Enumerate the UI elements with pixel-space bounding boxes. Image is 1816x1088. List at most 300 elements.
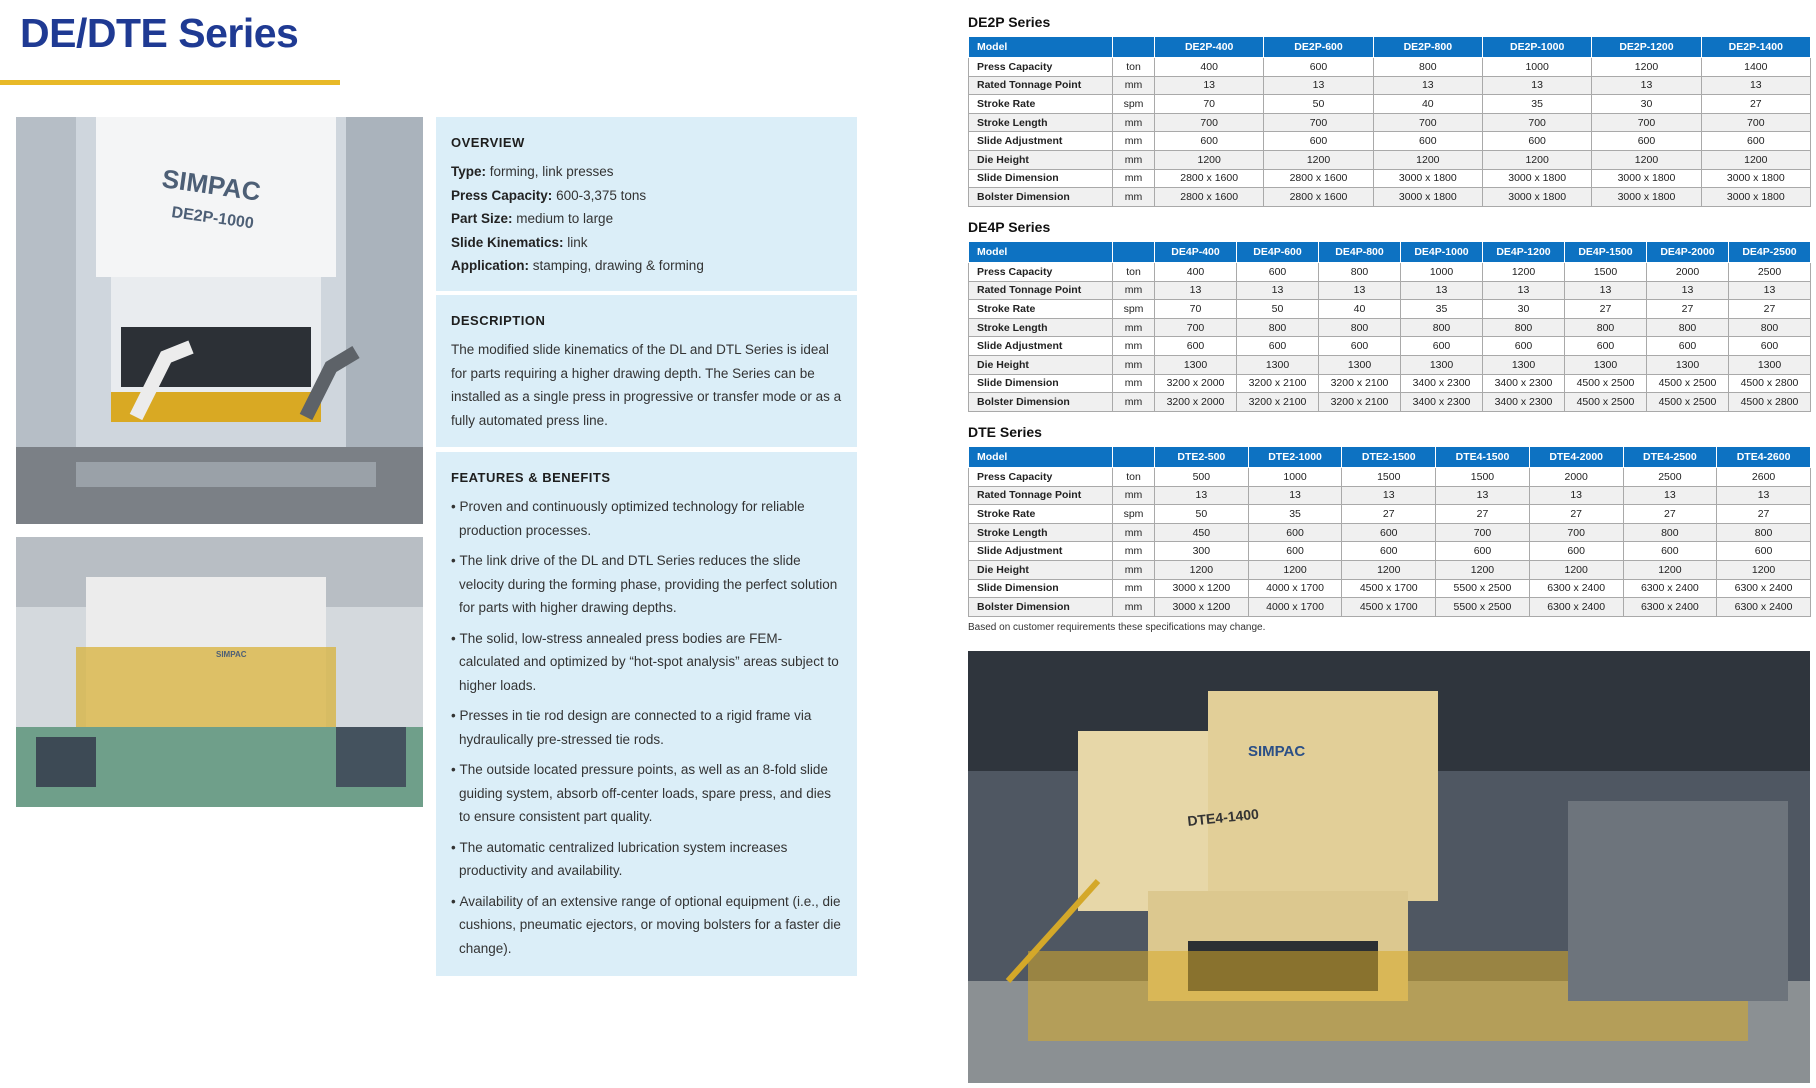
value-cell: 35 xyxy=(1248,505,1342,524)
value-cell: 3000 x 1800 xyxy=(1373,188,1482,207)
value-cell: 600 xyxy=(1401,337,1483,356)
unit-cell: mm xyxy=(1113,560,1155,579)
value-cell: 1000 xyxy=(1248,468,1342,487)
value-cell: 500 xyxy=(1155,468,1249,487)
value-cell: 600 xyxy=(1647,337,1729,356)
row-label: Stroke Rate xyxy=(969,300,1113,319)
value-cell: 27 xyxy=(1717,505,1811,524)
row-label: Slide Adjustment xyxy=(969,542,1113,561)
features-list xyxy=(451,495,842,960)
overview-heading: OVERVIEW xyxy=(451,135,525,150)
value-cell: 1000 xyxy=(1482,58,1591,77)
value-cell: 800 xyxy=(1565,318,1647,337)
value-cell: 1300 xyxy=(1237,355,1319,374)
value-cell: 700 xyxy=(1701,113,1810,132)
table-row xyxy=(969,263,1811,282)
unit-cell: mm xyxy=(1113,393,1155,412)
row-label: Die Height xyxy=(969,560,1113,579)
value-cell: 3200 x 2100 xyxy=(1237,374,1319,393)
value-cell: 600 xyxy=(1623,542,1717,561)
value-cell: 1000 xyxy=(1401,263,1483,282)
table-header-row xyxy=(969,447,1811,468)
table-row xyxy=(969,355,1811,374)
header-cell: DTE2-500 xyxy=(1155,447,1249,468)
value-cell: 2500 xyxy=(1729,263,1811,282)
value-cell: 3000 x 1800 xyxy=(1701,169,1810,188)
value-cell: 30 xyxy=(1483,300,1565,319)
value-cell: 13 xyxy=(1592,76,1701,95)
table-row xyxy=(969,281,1811,300)
overview-item-value: link xyxy=(563,234,588,250)
table-row xyxy=(969,113,1811,132)
table-row xyxy=(969,169,1811,188)
value-cell: 1300 xyxy=(1155,355,1237,374)
feature-item: • Presses in tie rod design are connected to a rigid frame via hydraulically pre-stressed tie rods. xyxy=(451,704,842,751)
table-row xyxy=(969,523,1811,542)
value-cell: 400 xyxy=(1155,58,1264,77)
value-cell: 13 xyxy=(1319,281,1401,300)
value-cell: 600 xyxy=(1264,58,1373,77)
value-cell: 4500 x 1700 xyxy=(1342,598,1436,617)
overview-item xyxy=(451,254,842,278)
de4p-title: DE4P Series xyxy=(968,219,1051,235)
value-cell: 6300 x 2400 xyxy=(1623,598,1717,617)
value-cell: 13 xyxy=(1565,281,1647,300)
feature-item: • The automatic centralized lubrication system increases productivity and availability. xyxy=(451,836,842,883)
row-label: Stroke Rate xyxy=(969,505,1113,524)
header-model-label: Model xyxy=(969,242,1113,263)
value-cell: 3000 x 1200 xyxy=(1155,579,1249,598)
value-cell: 13 xyxy=(1701,76,1810,95)
press-brand-text: SIMPAC xyxy=(160,163,263,207)
row-label: Rated Tonnage Point xyxy=(969,76,1113,95)
header-cell: DTE4-1500 xyxy=(1436,447,1530,468)
value-cell: 1300 xyxy=(1401,355,1483,374)
header-cell: DE4P-1000 xyxy=(1401,242,1483,263)
header-cell: DTE2-1000 xyxy=(1248,447,1342,468)
press-model-text: DE2P-1000 xyxy=(170,204,255,233)
value-cell: 4500 x 2500 xyxy=(1647,374,1729,393)
value-cell: 6300 x 2400 xyxy=(1717,579,1811,598)
unit-cell: mm xyxy=(1113,76,1155,95)
value-cell: 600 xyxy=(1155,132,1264,151)
value-cell: 70 xyxy=(1155,300,1237,319)
table-row xyxy=(969,76,1811,95)
unit-cell: mm xyxy=(1113,113,1155,132)
unit-cell: ton xyxy=(1113,263,1155,282)
title-underline xyxy=(0,80,340,85)
header-cell xyxy=(1113,447,1155,468)
header-model-label: Model xyxy=(969,37,1113,58)
row-label: Rated Tonnage Point xyxy=(969,281,1113,300)
features-heading: FEATURES & BENEFITS xyxy=(451,470,611,485)
value-cell: 300 xyxy=(1155,542,1249,561)
unit-cell: mm xyxy=(1113,355,1155,374)
value-cell: 600 xyxy=(1729,337,1811,356)
header-cell: DE4P-2000 xyxy=(1647,242,1729,263)
value-cell: 1200 xyxy=(1483,263,1565,282)
row-label: Press Capacity xyxy=(969,468,1113,487)
value-cell: 2800 x 1600 xyxy=(1155,169,1264,188)
header-cell: DE2P-1200 xyxy=(1592,37,1701,58)
value-cell: 5500 x 2500 xyxy=(1436,598,1530,617)
table-row xyxy=(969,374,1811,393)
value-cell: 35 xyxy=(1482,95,1591,114)
value-cell: 27 xyxy=(1565,300,1647,319)
value-cell: 1200 xyxy=(1529,560,1623,579)
de2p-spec-table xyxy=(968,36,1811,207)
overview-item xyxy=(451,160,842,184)
unit-cell: spm xyxy=(1113,95,1155,114)
value-cell: 700 xyxy=(1155,113,1264,132)
value-cell: 3200 x 2100 xyxy=(1319,374,1401,393)
overview-item xyxy=(451,231,842,255)
overview-item-label: Type: xyxy=(451,164,487,179)
value-cell: 800 xyxy=(1623,523,1717,542)
table-row xyxy=(969,598,1811,617)
value-cell: 50 xyxy=(1237,300,1319,319)
header-cell: DE4P-400 xyxy=(1155,242,1237,263)
value-cell: 3000 x 1800 xyxy=(1592,169,1701,188)
row-label: Bolster Dimension xyxy=(969,393,1113,412)
row-label: Bolster Dimension xyxy=(969,188,1113,207)
feature-item: • Availability of an extensive range of optional equipment (i.e., die cushions, pneumatic ejectors, or moving bolsters for a faster die change). xyxy=(451,890,842,961)
value-cell: 700 xyxy=(1592,113,1701,132)
row-label: Slide Dimension xyxy=(969,374,1113,393)
value-cell: 600 xyxy=(1319,337,1401,356)
value-cell: 4500 x 1700 xyxy=(1342,579,1436,598)
dte-press-photo xyxy=(968,651,1810,1083)
value-cell: 13 xyxy=(1155,76,1264,95)
value-cell: 4500 x 2800 xyxy=(1729,393,1811,412)
value-cell: 800 xyxy=(1729,318,1811,337)
table-row xyxy=(969,560,1811,579)
value-cell: 13 xyxy=(1717,486,1811,505)
value-cell: 13 xyxy=(1155,281,1237,300)
dte-title: DTE Series xyxy=(968,424,1042,440)
unit-cell: ton xyxy=(1113,58,1155,77)
value-cell: 13 xyxy=(1237,281,1319,300)
header-cell: DTE2-1500 xyxy=(1342,447,1436,468)
unit-cell: mm xyxy=(1113,281,1155,300)
row-label: Slide Dimension xyxy=(969,169,1113,188)
value-cell: 35 xyxy=(1401,300,1483,319)
value-cell: 800 xyxy=(1401,318,1483,337)
row-label: Stroke Rate xyxy=(969,95,1113,114)
unit-cell: mm xyxy=(1113,523,1155,542)
value-cell: 3200 x 2000 xyxy=(1155,393,1237,412)
value-cell: 700 xyxy=(1155,318,1237,337)
table-row xyxy=(969,486,1811,505)
header-cell: DTE4-2600 xyxy=(1717,447,1811,468)
line-brand-text: SIMPAC xyxy=(216,650,247,659)
feature-item: • The link drive of the DL and DTL Series reduces the slide velocity during the forming phase, providing the perfect solution for parts with higher drawing depths. xyxy=(451,549,842,620)
value-cell: 600 xyxy=(1342,542,1436,561)
unit-cell: spm xyxy=(1113,300,1155,319)
value-cell: 27 xyxy=(1729,300,1811,319)
value-cell: 2000 xyxy=(1529,468,1623,487)
value-cell: 2600 xyxy=(1717,468,1811,487)
page-title: DE/DTE Series xyxy=(20,10,299,56)
table-row xyxy=(969,188,1811,207)
overview-item-value: medium to large xyxy=(512,211,614,226)
value-cell: 1200 xyxy=(1248,560,1342,579)
value-cell: 400 xyxy=(1155,263,1237,282)
value-cell: 2000 xyxy=(1647,263,1729,282)
value-cell: 13 xyxy=(1436,486,1530,505)
unit-cell: mm xyxy=(1113,318,1155,337)
header-cell: DE4P-1500 xyxy=(1565,242,1647,263)
value-cell: 4500 x 2500 xyxy=(1647,393,1729,412)
value-cell: 4500 x 2500 xyxy=(1565,393,1647,412)
header-cell xyxy=(1113,242,1155,263)
value-cell: 1200 xyxy=(1592,58,1701,77)
value-cell: 13 xyxy=(1342,486,1436,505)
row-label: Rated Tonnage Point xyxy=(969,486,1113,505)
value-cell: 2800 x 1600 xyxy=(1264,169,1373,188)
value-cell: 1400 xyxy=(1701,58,1810,77)
value-cell: 600 xyxy=(1592,132,1701,151)
header-cell: DTE4-2500 xyxy=(1623,447,1717,468)
value-cell: 600 xyxy=(1237,337,1319,356)
header-model-label: Model xyxy=(969,447,1113,468)
press-robot-photo xyxy=(16,117,423,524)
value-cell: 13 xyxy=(1483,281,1565,300)
value-cell: 800 xyxy=(1319,318,1401,337)
value-cell: 6300 x 2400 xyxy=(1529,598,1623,617)
table-row xyxy=(969,132,1811,151)
value-cell: 700 xyxy=(1482,113,1591,132)
description-heading: DESCRIPTION xyxy=(451,313,546,328)
overview-item xyxy=(451,207,842,231)
value-cell: 1200 xyxy=(1373,150,1482,169)
row-label: Stroke Length xyxy=(969,523,1113,542)
value-cell: 800 xyxy=(1319,263,1401,282)
overview-item-label: Part Size: xyxy=(451,211,513,226)
value-cell: 3400 x 2300 xyxy=(1483,374,1565,393)
value-cell: 27 xyxy=(1623,505,1717,524)
value-cell: 600 xyxy=(1342,523,1436,542)
dte-spec-table xyxy=(968,446,1811,617)
row-label: Press Capacity xyxy=(969,58,1113,77)
header-cell: DE4P-600 xyxy=(1237,242,1319,263)
value-cell: 50 xyxy=(1155,505,1249,524)
value-cell: 3400 x 2300 xyxy=(1401,374,1483,393)
value-cell: 2800 x 1600 xyxy=(1264,188,1373,207)
header-cell: DE2P-800 xyxy=(1373,37,1482,58)
value-cell: 27 xyxy=(1342,505,1436,524)
value-cell: 40 xyxy=(1373,95,1482,114)
value-cell: 13 xyxy=(1729,281,1811,300)
table-header-row xyxy=(969,37,1811,58)
value-cell: 27 xyxy=(1529,505,1623,524)
unit-cell: ton xyxy=(1113,468,1155,487)
value-cell: 3400 x 2300 xyxy=(1401,393,1483,412)
value-cell: 600 xyxy=(1482,132,1591,151)
value-cell: 600 xyxy=(1248,542,1342,561)
value-cell: 3000 x 1800 xyxy=(1701,188,1810,207)
value-cell: 450 xyxy=(1155,523,1249,542)
unit-cell: mm xyxy=(1113,542,1155,561)
value-cell: 600 xyxy=(1237,263,1319,282)
description-panel xyxy=(436,295,857,447)
overview-item-label: Application: xyxy=(451,258,529,273)
value-cell: 2800 x 1600 xyxy=(1155,188,1264,207)
table-row xyxy=(969,150,1811,169)
spec-note: Based on customer requirements these specifications may change. xyxy=(968,622,1266,633)
row-label: Slide Adjustment xyxy=(969,132,1113,151)
overview-item-label: Press Capacity: xyxy=(451,187,553,203)
value-cell: 13 xyxy=(1248,486,1342,505)
value-cell: 1300 xyxy=(1319,355,1401,374)
row-label: Slide Adjustment xyxy=(969,337,1113,356)
value-cell: 1200 xyxy=(1436,560,1530,579)
header-cell: DTE4-2000 xyxy=(1529,447,1623,468)
value-cell: 13 xyxy=(1264,76,1373,95)
value-cell: 27 xyxy=(1647,300,1729,319)
value-cell: 1300 xyxy=(1565,355,1647,374)
value-cell: 3000 x 1800 xyxy=(1373,169,1482,188)
table-row xyxy=(969,318,1811,337)
row-label: Press Capacity xyxy=(969,263,1113,282)
unit-cell: mm xyxy=(1113,337,1155,356)
value-cell: 600 xyxy=(1483,337,1565,356)
value-cell: 600 xyxy=(1248,523,1342,542)
header-cell xyxy=(1113,37,1155,58)
feature-item: • Proven and continuously optimized technology for reliable production processes. xyxy=(451,495,842,542)
value-cell: 13 xyxy=(1401,281,1483,300)
value-cell: 1300 xyxy=(1647,355,1729,374)
row-label: Die Height xyxy=(969,150,1113,169)
feature-item: • The outside located pressure points, as well as an 8-fold slide guiding system, absorb off-center loads, spare press, and dies to ensure consistent part quality. xyxy=(451,758,842,829)
table-row xyxy=(969,337,1811,356)
value-cell: 3200 x 2000 xyxy=(1155,374,1237,393)
value-cell: 13 xyxy=(1155,486,1249,505)
value-cell: 3000 x 1200 xyxy=(1155,598,1249,617)
header-cell: DE4P-1200 xyxy=(1483,242,1565,263)
header-cell: DE2P-600 xyxy=(1264,37,1373,58)
value-cell: 3400 x 2300 xyxy=(1483,393,1565,412)
value-cell: 600 xyxy=(1529,542,1623,561)
value-cell: 13 xyxy=(1529,486,1623,505)
unit-cell: spm xyxy=(1113,505,1155,524)
unit-cell: mm xyxy=(1113,169,1155,188)
feature-item: • The solid, low-stress annealed press bodies are FEM-calculated and optimized by “hot-spot analysis” areas subject to higher loads. xyxy=(451,627,842,698)
value-cell: 1200 xyxy=(1155,560,1249,579)
value-cell: 600 xyxy=(1701,132,1810,151)
value-cell: 700 xyxy=(1436,523,1530,542)
value-cell: 1500 xyxy=(1436,468,1530,487)
value-cell: 6300 x 2400 xyxy=(1623,579,1717,598)
value-cell: 27 xyxy=(1436,505,1530,524)
value-cell: 4000 x 1700 xyxy=(1248,579,1342,598)
overview-item-value: stamping, drawing & forming xyxy=(529,258,704,273)
row-label: Die Height xyxy=(969,355,1113,374)
overview-item xyxy=(451,184,842,208)
value-cell: 600 xyxy=(1565,337,1647,356)
value-cell: 3200 x 2100 xyxy=(1319,393,1401,412)
value-cell: 30 xyxy=(1592,95,1701,114)
value-cell: 700 xyxy=(1529,523,1623,542)
value-cell: 70 xyxy=(1155,95,1264,114)
value-cell: 6300 x 2400 xyxy=(1529,579,1623,598)
header-cell: DE2P-400 xyxy=(1155,37,1264,58)
table-row xyxy=(969,95,1811,114)
value-cell: 800 xyxy=(1483,318,1565,337)
overview-item-value: 600-3,375 tons xyxy=(552,187,647,203)
table-row xyxy=(969,468,1811,487)
value-cell: 13 xyxy=(1373,76,1482,95)
value-cell: 50 xyxy=(1264,95,1373,114)
unit-cell: mm xyxy=(1113,374,1155,393)
table-row xyxy=(969,505,1811,524)
row-label: Slide Dimension xyxy=(969,579,1113,598)
value-cell: 800 xyxy=(1373,58,1482,77)
value-cell: 600 xyxy=(1717,542,1811,561)
value-cell: 700 xyxy=(1264,113,1373,132)
value-cell: 1300 xyxy=(1483,355,1565,374)
value-cell: 3200 x 2100 xyxy=(1237,393,1319,412)
row-label: Bolster Dimension xyxy=(969,598,1113,617)
unit-cell: mm xyxy=(1113,598,1155,617)
de4p-spec-table xyxy=(968,241,1811,412)
value-cell: 3000 x 1800 xyxy=(1482,169,1591,188)
value-cell: 1200 xyxy=(1482,150,1591,169)
overview-item-label: Slide Kinematics: xyxy=(451,234,564,250)
value-cell: 6300 x 2400 xyxy=(1717,598,1811,617)
row-label: Stroke Length xyxy=(969,113,1113,132)
unit-cell: mm xyxy=(1113,132,1155,151)
table-row xyxy=(969,579,1811,598)
value-cell: 1200 xyxy=(1264,150,1373,169)
value-cell: 3000 x 1800 xyxy=(1592,188,1701,207)
value-cell: 1200 xyxy=(1701,150,1810,169)
value-cell: 800 xyxy=(1237,318,1319,337)
unit-cell: mm xyxy=(1113,150,1155,169)
value-cell: 2500 xyxy=(1623,468,1717,487)
value-cell: 40 xyxy=(1319,300,1401,319)
unit-cell: mm xyxy=(1113,486,1155,505)
header-cell: DE2P-1000 xyxy=(1482,37,1591,58)
value-cell: 1200 xyxy=(1623,560,1717,579)
header-cell: DE2P-1400 xyxy=(1701,37,1810,58)
dte-brand-text: SIMPAC xyxy=(1248,743,1306,760)
value-cell: 4500 x 2800 xyxy=(1729,374,1811,393)
value-cell: 1300 xyxy=(1729,355,1811,374)
table-row xyxy=(969,58,1811,77)
value-cell: 13 xyxy=(1482,76,1591,95)
table-row xyxy=(969,542,1811,561)
table-row xyxy=(969,300,1811,319)
value-cell: 600 xyxy=(1373,132,1482,151)
press-line-photo xyxy=(16,537,423,807)
overview-panel xyxy=(436,117,857,291)
value-cell: 13 xyxy=(1623,486,1717,505)
table-header-row xyxy=(969,242,1811,263)
value-cell: 1200 xyxy=(1342,560,1436,579)
features-panel xyxy=(436,452,857,976)
header-cell: DE4P-800 xyxy=(1319,242,1401,263)
value-cell: 5500 x 2500 xyxy=(1436,579,1530,598)
value-cell: 4500 x 2500 xyxy=(1565,374,1647,393)
de2p-title: DE2P Series xyxy=(968,14,1051,30)
overview-item-value: forming, link presses xyxy=(486,164,614,179)
value-cell: 1200 xyxy=(1717,560,1811,579)
value-cell: 1200 xyxy=(1155,150,1264,169)
value-cell: 600 xyxy=(1436,542,1530,561)
value-cell: 800 xyxy=(1647,318,1729,337)
value-cell: 27 xyxy=(1701,95,1810,114)
